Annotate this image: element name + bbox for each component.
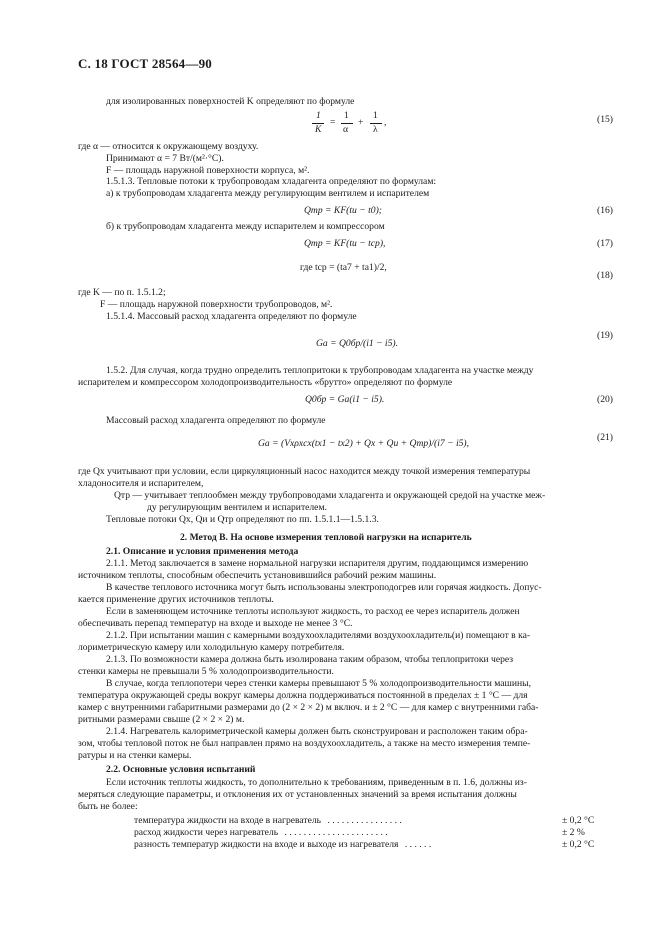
tolerance-label: разность температур жидкости на входе и выходе из нагревателя — [134, 839, 399, 850]
tolerance-row — [134, 827, 388, 839]
text-line: для изолированных поверхностей K определяют по формуле — [106, 96, 355, 107]
text-line: зом, чтобы тепловой поток не был направлен прямо на воздухоохладитель, а также на место измерения темпе- — [78, 738, 531, 749]
tolerance-label: расход жидкости через нагреватель — [134, 827, 279, 838]
tolerance-value: ± 2 % — [562, 827, 585, 838]
text-line: обеспечивать перепад температур на входе и выходе не менее 3 °С. — [78, 618, 353, 629]
text-line: лориметрическую камеру или холодильную камеру потребителя. — [78, 642, 345, 653]
text-line: 2.1.4. Нагреватель калориметрической камеры должен быть сконструирован и расположен таким обра- — [106, 726, 528, 737]
text-line: 1.5.1.3. Тепловые потоки к трубопроводам хладагента определяют по формулам: — [106, 176, 437, 187]
subsection-title: 2.1. Описание и условия применения метода — [106, 546, 299, 557]
leader-dots: . . . . . . . . . . . . . . . . — [327, 815, 402, 826]
formula-21: Gа = (Vxρxcx(tх1 − tх2) + Qx + Qи + Qтр)/(i7 − i5), — [258, 438, 470, 449]
tolerance-value: ± 0,2 °С — [562, 839, 595, 850]
text-line: камер с внутренними габаритными размерами до (2 × 2 × 2) м включ. и ± 2 °С — для камер с внутренними габа- — [78, 702, 539, 713]
formula-19: Gа = Q0бр/(i1 − i5). — [316, 338, 398, 349]
formula-18: где tср = (tа7 + tа1)/2, — [300, 262, 387, 273]
eq-number: (20) — [597, 394, 613, 405]
text-line: стенки камеры не превышали 5 % холодопроизводительности. — [78, 666, 334, 677]
page-header: С. 18 ГОСТ 28564—90 — [78, 56, 212, 71]
formula-20: Q0бр = Gа(i1 − i5). — [305, 394, 385, 405]
text-line: Тепловые потоки Qx, Qи и Qтр определяют по пп. 1.5.1.1—1.5.1.3. — [106, 514, 379, 525]
text-line: F — площадь наружной поверхности трубопроводов, м². — [100, 299, 333, 310]
section-title: 2. Метод В. На основе измерения тепловой нагрузки на испаритель — [180, 532, 472, 543]
text-line: ду регулирующим вентилем и испарителем. — [147, 502, 327, 513]
eq-number: (18) — [597, 270, 613, 281]
text-line: 2.1.1. Метод заключается в замене нормальной нагрузки испарителя другим, поддающимся измерению — [106, 558, 529, 569]
text-line: 2.1.2. При испытании машин с камерными воздухоохладителями воздухоохладитель(и) помещают в ка- — [106, 630, 531, 641]
formula-15-text: 1/K = 1/α + 1/λ, — [470, 127, 477, 128]
text-line: Qтр — учитывает теплообмен между трубопроводами хладагента и окружающей средой на участке меж- — [114, 490, 546, 501]
text-line: источником теплоты, способным обеспечить установившийся рабочий режим машины. — [78, 570, 437, 581]
text-line: В качестве теплового источника могут быть использованы электроподогрев или горячая жидкость. Допус- — [106, 582, 542, 593]
leader-dots: . . . . . . — [404, 839, 432, 850]
eq-number: (15) — [597, 114, 613, 125]
formula-17: Qтр = KF(tи − tср), — [304, 238, 386, 249]
eq-number: (17) — [597, 238, 613, 249]
formula-15: 1 K = 1 α + 1 λ , — [312, 110, 432, 136]
tolerance-row — [134, 815, 402, 827]
text-line: 2.1.3. По возможности камера должна быть изолирована таким образом, чтобы теплопритоки через — [106, 654, 514, 665]
eq-number: (19) — [597, 330, 613, 341]
tolerance-row — [134, 839, 431, 851]
text-line: где α — относится к окружающему воздуху. — [78, 141, 259, 152]
text-line: б) к трубопроводам хладагента между испарителем и компрессором — [106, 221, 385, 232]
formula-16: Qтр = KF(tи − t0); — [304, 205, 382, 216]
text-line: ритными размерами свыше (2 × 2 × 2) м. — [78, 714, 245, 725]
text-line: а) к трубопроводам хладагента между регулирующим вентилем и испарителем — [106, 188, 430, 199]
text-line: где K — по п. 1.5.1.2; — [78, 287, 166, 298]
text-line: испарителем и компрессором холодопроизводительность «брутто» определяют по формуле — [78, 377, 453, 388]
leader-dots: . . . . . . . . . . . . . . . . . . . . . . — [284, 827, 388, 838]
text-line: Если источник теплоты жидкость, то дополнительно к требованиям, приведенным в п. 1.6, должны из- — [106, 777, 527, 788]
eq-number: (21) — [597, 432, 613, 443]
text-line: хладоносителя и испарителем, — [78, 478, 204, 489]
text-line: В случае, когда теплопотери через стенки камеры превышают 5 % холодопроизводительности машины, — [106, 678, 532, 689]
text-line: где Qx учитывают при условии, если циркуляционный насос находится между точкой измерения температуры — [78, 466, 531, 477]
text-line: 1.5.2. Для случая, когда трудно определить теплопритоки к трубопроводам хладагента на участке между — [106, 365, 534, 376]
eq-number: (16) — [597, 205, 613, 216]
text-line: меряться следующие параметры, и отклонения их от установленных значений за время испытания должны — [78, 789, 517, 800]
tolerance-value: ± 0,2 °С — [562, 815, 595, 826]
text-line: Массовый расход хладагента определяют по формуле — [106, 415, 326, 426]
subsection-title: 2.2. Основные условия испытаний — [106, 764, 256, 775]
text-line: ратуры и на стенки камеры. — [78, 750, 192, 761]
text-line: 1.5.1.4. Массовый расход хладагента определяют по формуле — [106, 311, 357, 322]
text-line: быть не более: — [78, 801, 138, 812]
text-line: F — площадь наружной поверхности корпуса, м². — [106, 165, 310, 176]
tolerance-label: температура жидкости на входе в нагреватель — [134, 815, 322, 826]
text-line: кается применение других источников теплоты. — [78, 594, 274, 605]
text-line: Если в заменяющем источнике теплоты используют жидкость, то расход ее через испаритель должен — [106, 606, 520, 617]
text-line: температура окружающей среды вокруг камеры должна поддерживаться постоянной в пределах ± 1 °С — для — [78, 690, 528, 701]
text-line: Принимают α = 7 Вт/(м²·°С). — [106, 153, 224, 164]
